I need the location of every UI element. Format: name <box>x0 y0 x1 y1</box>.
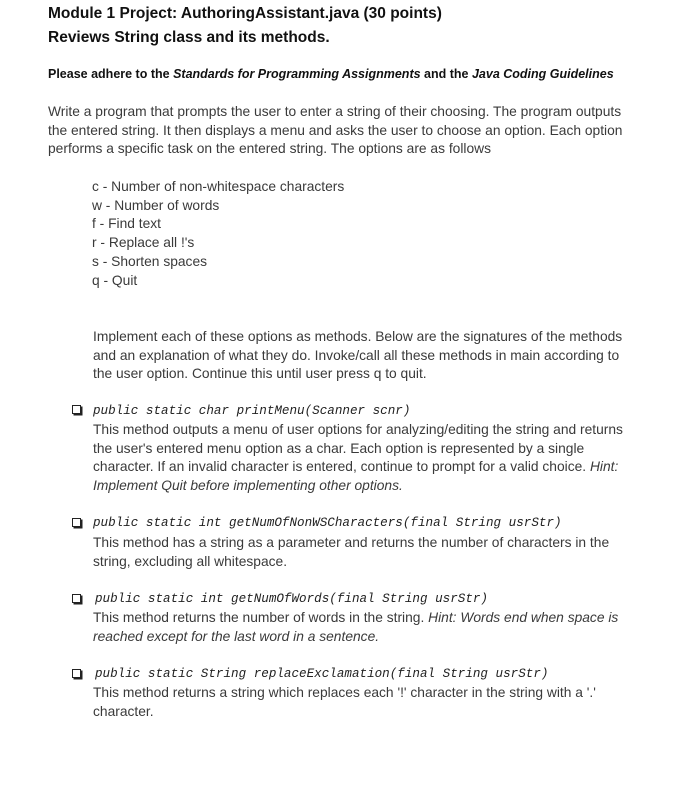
menu-options-list <box>92 178 344 290</box>
description-line <box>93 458 623 477</box>
hint-text: Implement Quit before implementing other options. <box>93 478 403 494</box>
adherence-prefix: Please adhere to the <box>48 67 174 81</box>
menu-option: r - Replace all !'s <box>92 235 195 251</box>
method-description <box>93 609 618 646</box>
adherence-middle: and the <box>420 67 472 81</box>
menu-option: f - Find text <box>92 216 162 232</box>
hint-text: Hint: <box>589 459 619 475</box>
hint-text: reached except for the last word in a sentence. <box>93 628 380 644</box>
intro-paragraph <box>48 103 622 159</box>
checkbox-bullet-icon <box>72 669 81 678</box>
description-text: character. If an invalid character is entered, continue to prompt for a valid choice. <box>93 459 590 475</box>
description-line: This method has a string as a parameter and returns the number of characters in the <box>93 535 610 550</box>
menu-option: w - Number of words <box>92 197 220 213</box>
method-signature: public static int getNumOfWords(final String usrStr) <box>95 592 488 606</box>
hint-text: Hint: Words end when space is <box>428 610 619 625</box>
checkbox-bullet-icon <box>72 594 81 603</box>
method-signature: public static char printMenu(Scanner scnr) <box>93 404 411 418</box>
checkbox-bullet-icon <box>72 518 81 527</box>
method-signature: public static int getNumOfNonWSCharacters(final String usrStr) <box>93 516 562 530</box>
menu-option: q - Quit <box>92 272 138 288</box>
method-description <box>93 534 609 571</box>
method-signature: public static String replaceExclamation(final String usrStr) <box>95 667 549 681</box>
description-line: string, excluding all whitespace. <box>93 553 288 569</box>
intro-line: performs a specific task on the entered string. The options are as follows <box>48 141 492 157</box>
page-title: Module 1 Project: AuthoringAssistant.java (30 points) <box>48 5 442 22</box>
menu-option: s - Shorten spaces <box>92 253 208 269</box>
implement-line: Implement each of these options as methods. Below are the signatures of the methods <box>93 329 623 344</box>
description-line: character. <box>93 703 154 719</box>
implement-line: the user option. Continue this until user press q to quit. <box>93 366 427 382</box>
menu-option: c - Number of non-whitespace characters <box>92 179 345 194</box>
intro-line: the entered string. It then displays a menu and asks the user to choose an option. Each option <box>48 122 623 138</box>
adherence-note <box>48 67 614 81</box>
method-description <box>93 684 596 721</box>
description-line <box>93 477 623 496</box>
description-text: This method returns the number of words in the string. <box>93 610 429 625</box>
standards-reference: Standards for Programming Assignments <box>173 67 421 81</box>
description-line: This method returns a string which replaces each '!' character in the string with a '.' <box>93 685 596 700</box>
page-subtitle: Reviews String class and its methods. <box>48 29 330 46</box>
description-line: This method outputs a menu of user options for analyzing/editing the string and returns <box>93 422 623 437</box>
checkbox-bullet-icon <box>72 405 81 414</box>
description-line <box>93 609 618 628</box>
implement-line: and an explanation of what they do. Invoke/call all these methods in main according to <box>93 347 620 363</box>
implement-paragraph <box>93 328 622 384</box>
method-description <box>93 421 623 496</box>
guidelines-reference: Java Coding Guidelines <box>471 67 614 81</box>
intro-line: Write a program that prompts the user to enter a string of their choosing. The program outputs <box>48 104 622 119</box>
description-line <box>93 628 618 647</box>
description-line: the user's entered menu option as a char. Each option is represented by a single <box>93 440 585 456</box>
